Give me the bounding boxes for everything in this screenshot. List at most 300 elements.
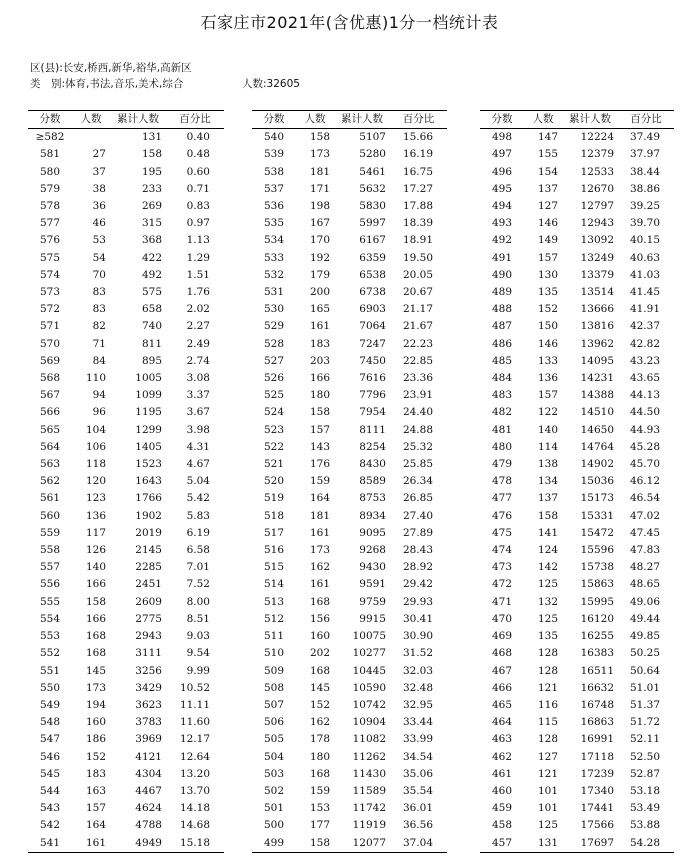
score-cell: 526 <box>263 372 285 385</box>
count-cell: 145 <box>85 664 106 677</box>
score-cell: 537 <box>263 182 285 195</box>
score-cell: 508 <box>263 681 285 694</box>
count-cell: 96 <box>92 406 106 419</box>
table-row <box>28 542 224 559</box>
table-row <box>28 576 224 593</box>
percent-cell: 2.49 <box>186 337 210 350</box>
table-row <box>252 766 447 783</box>
count-cell: 168 <box>85 647 106 660</box>
count-cell: 165 <box>309 303 330 316</box>
percent-cell: 14.68 <box>179 819 210 832</box>
table-row <box>28 835 224 853</box>
count-cell: 183 <box>309 337 330 350</box>
table-row <box>252 404 447 421</box>
cumulative-cell: 2943 <box>135 630 162 643</box>
percent-cell: 29.93 <box>402 595 433 608</box>
count-cell: 173 <box>309 544 330 557</box>
cumulative-cell: 1643 <box>135 475 162 488</box>
table-row <box>28 267 224 284</box>
score-cell: 519 <box>263 492 285 505</box>
score-cell: 514 <box>263 578 285 591</box>
table-header-row <box>252 111 447 129</box>
count-cell: 166 <box>85 578 106 591</box>
score-cell: 503 <box>263 767 285 780</box>
cumulative-cell: 1766 <box>135 492 162 505</box>
percent-cell: 15.18 <box>166 835 224 853</box>
percent-cell: 2.27 <box>186 320 210 333</box>
table-row <box>252 181 447 198</box>
percent-cell: 49.44 <box>629 612 660 625</box>
count-cell: 136 <box>85 509 106 522</box>
percent-cell: 0.71 <box>186 182 210 195</box>
percent-cell: 5.04 <box>186 475 210 488</box>
cumulative-cell: 10445 <box>352 664 386 677</box>
count-cell: 157 <box>537 389 558 402</box>
percent-cell: 0.97 <box>186 217 210 230</box>
total-count: 人数:32605 <box>242 78 300 90</box>
cumulative-cell: 5280 <box>359 148 386 161</box>
percent-cell: 41.91 <box>629 303 660 316</box>
percent-cell: 4.31 <box>186 440 210 453</box>
table-row <box>480 215 674 232</box>
cumulative-cell: 16991 <box>580 733 614 746</box>
cumulative-cell: 16383 <box>580 647 614 660</box>
percent-cell: 36.01 <box>402 802 433 815</box>
cumulative-cell: 1902 <box>135 509 162 522</box>
percent-cell: 1.51 <box>186 268 210 281</box>
district-line: 区(县):长安,桥西,新华,裕华,高新区 <box>30 62 192 74</box>
score-cell: 574 <box>39 268 61 281</box>
score-cell: 475 <box>491 526 513 539</box>
cumulative-cell: 7616 <box>359 372 386 385</box>
percent-cell: 36.56 <box>402 819 433 832</box>
cumulative-cell: 9759 <box>359 595 386 608</box>
score-cell: 558 <box>39 544 61 557</box>
count-cell: 128 <box>537 647 558 660</box>
score-cell: 542 <box>39 819 61 832</box>
count-cell: 180 <box>309 750 330 763</box>
count-cell: 141 <box>537 526 558 539</box>
percent-cell: 31.52 <box>402 647 433 660</box>
table-header-row <box>28 111 224 129</box>
score-cell: 459 <box>491 802 513 815</box>
count-cell: 128 <box>537 664 558 677</box>
table-row <box>28 336 224 353</box>
score-cell: 470 <box>491 612 513 625</box>
count-cell: 132 <box>537 595 558 608</box>
percent-cell: 37.49 <box>629 131 660 144</box>
cumulative-cell: 3623 <box>135 698 162 711</box>
count-cell: 152 <box>85 750 106 763</box>
score-cell: 546 <box>39 750 61 763</box>
percent-cell: 41.45 <box>629 286 660 299</box>
count-cell: 137 <box>537 182 558 195</box>
percent-cell: 30.90 <box>402 630 433 643</box>
cumulative-cell: 7247 <box>359 337 386 350</box>
count-cell: 94 <box>92 389 106 402</box>
count-cell: 162 <box>309 716 330 729</box>
count-cell: 124 <box>537 544 558 557</box>
score-cell: 575 <box>39 251 61 264</box>
count-cell: 178 <box>309 733 330 746</box>
count-cell: 84 <box>92 354 106 367</box>
cumulative-cell: 15738 <box>580 561 614 574</box>
percent-cell: 4.67 <box>186 458 210 471</box>
count-cell: 158 <box>85 595 106 608</box>
percent-cell: 0.60 <box>186 165 210 178</box>
count-cell: 137 <box>537 492 558 505</box>
score-cell: 468 <box>491 647 513 660</box>
cumulative-cell: 11919 <box>352 819 386 832</box>
count-cell: 159 <box>309 784 330 797</box>
percent-cell: 53.18 <box>629 784 660 797</box>
table-row <box>480 749 674 766</box>
count-cell: 158 <box>309 406 330 419</box>
score-cell: 580 <box>39 165 61 178</box>
percent-cell: 22.85 <box>402 354 433 367</box>
count-cell: 150 <box>537 320 558 333</box>
table-row <box>480 232 674 249</box>
percent-cell: 26.34 <box>402 475 433 488</box>
score-cell: 463 <box>491 733 513 746</box>
cumulative-cell: 315 <box>141 217 162 230</box>
score-cell: 512 <box>263 612 285 625</box>
cumulative-cell: 5632 <box>359 182 386 195</box>
count-cell: 192 <box>309 251 330 264</box>
cumulative-cell: 8254 <box>359 440 386 453</box>
table-row <box>28 680 224 697</box>
table-row <box>252 783 447 800</box>
table-row <box>28 766 224 783</box>
score-table-3 <box>480 110 674 853</box>
score-cell: 510 <box>263 647 285 660</box>
cumulative-cell: 4949 <box>110 835 166 853</box>
score-cell: 458 <box>491 819 513 832</box>
cumulative-cell: 4467 <box>135 784 162 797</box>
count-cell: 181 <box>309 509 330 522</box>
count-cell: 200 <box>309 286 330 299</box>
table-row <box>252 525 447 542</box>
count-cell: 101 <box>537 802 558 815</box>
table-row <box>252 542 447 559</box>
percent-cell: 18.91 <box>402 234 433 247</box>
table-row <box>28 387 224 404</box>
table-row <box>28 714 224 731</box>
score-cell: 525 <box>263 389 285 402</box>
cumulative-cell: 12797 <box>580 200 614 213</box>
table-row <box>252 250 447 267</box>
cumulative-cell: 1523 <box>135 458 162 471</box>
percent-cell: 30.41 <box>402 612 433 625</box>
header-score: 分数 <box>480 111 524 129</box>
cumulative-cell: 14510 <box>580 406 614 419</box>
cumulative-cell: 6738 <box>359 286 386 299</box>
score-cell: 551 <box>39 664 61 677</box>
cumulative-cell: 575 <box>141 286 162 299</box>
table-row <box>252 284 447 301</box>
category-line: 类 别:体育,书法,音乐,美术,综合 <box>30 78 184 90</box>
percent-cell: 32.48 <box>402 681 433 694</box>
table-row <box>252 680 447 697</box>
score-cell: 499 <box>252 835 296 853</box>
header-cumulative: 累计人数 <box>562 111 618 129</box>
score-cell: 560 <box>39 509 61 522</box>
percent-cell: 33.44 <box>402 716 433 729</box>
percent-cell: 24.88 <box>402 423 433 436</box>
cumulative-cell: 8111 <box>359 423 386 436</box>
cumulative-cell: 2019 <box>135 526 162 539</box>
table-row <box>252 559 447 576</box>
table-row <box>28 250 224 267</box>
count-cell: 71 <box>92 337 106 350</box>
score-cell: 488 <box>491 303 513 316</box>
score-table-1 <box>28 110 224 853</box>
table-row <box>480 387 674 404</box>
cumulative-cell: 3256 <box>135 664 162 677</box>
count-cell: 106 <box>85 440 106 453</box>
score-cell: 550 <box>39 681 61 694</box>
count-cell: 54 <box>92 251 106 264</box>
table-row <box>252 594 447 611</box>
cumulative-cell: 10742 <box>352 698 386 711</box>
percent-cell: 20.05 <box>402 268 433 281</box>
table-row <box>28 645 224 662</box>
table-row <box>28 800 224 817</box>
table-row <box>480 783 674 800</box>
count-cell: 37 <box>92 165 106 178</box>
score-cell: 522 <box>263 440 285 453</box>
cumulative-cell: 6538 <box>359 268 386 281</box>
score-cell: 528 <box>263 337 285 350</box>
count-cell: 101 <box>537 784 558 797</box>
table-row <box>480 181 674 198</box>
score-cell: 498 <box>491 131 513 144</box>
table-row <box>480 559 674 576</box>
table-row <box>28 731 224 748</box>
score-cell: 552 <box>39 647 61 660</box>
table-row <box>252 628 447 645</box>
percent-cell: 47.02 <box>629 509 660 522</box>
count-cell: 167 <box>309 217 330 230</box>
percent-cell: 48.65 <box>629 578 660 591</box>
percent-cell: 3.08 <box>186 372 210 385</box>
score-cell: 466 <box>491 681 513 694</box>
table-row <box>28 404 224 421</box>
count-cell: 104 <box>85 423 106 436</box>
percent-cell: 40.15 <box>629 234 660 247</box>
header-percent: 百分比 <box>166 111 224 129</box>
percent-cell: 17.27 <box>402 182 433 195</box>
score-cell: 531 <box>263 286 285 299</box>
count-cell: 164 <box>309 492 330 505</box>
count-cell: 194 <box>85 698 106 711</box>
cumulative-cell: 2609 <box>135 595 162 608</box>
header-count: 人数 <box>72 111 110 129</box>
score-cell: 487 <box>491 320 513 333</box>
percent-cell: 38.86 <box>629 182 660 195</box>
count-cell: 121 <box>537 767 558 780</box>
score-cell: 521 <box>263 458 285 471</box>
score-cell: 484 <box>491 372 513 385</box>
count-cell: 134 <box>537 475 558 488</box>
percent-cell: 35.54 <box>402 784 433 797</box>
table-row <box>252 800 447 817</box>
percent-cell: 27.89 <box>402 526 433 539</box>
percent-cell: 11.11 <box>179 698 210 711</box>
count-cell: 179 <box>309 268 330 281</box>
cumulative-cell: 16511 <box>580 664 614 677</box>
score-cell: 477 <box>491 492 513 505</box>
table-row <box>480 766 674 783</box>
cumulative-cell: 4624 <box>135 802 162 815</box>
table-row <box>480 301 674 318</box>
table-row <box>480 490 674 507</box>
table-row <box>28 146 224 163</box>
count-cell: 168 <box>85 630 106 643</box>
percent-cell: 0.48 <box>186 148 210 161</box>
table-row <box>252 697 447 714</box>
count-cell: 135 <box>537 630 558 643</box>
table-row <box>480 250 674 267</box>
count-cell: 147 <box>537 131 558 144</box>
table-row <box>28 232 224 249</box>
cumulative-cell: 15596 <box>580 544 614 557</box>
percent-cell: 45.70 <box>629 458 660 471</box>
cumulative-cell: 368 <box>141 234 162 247</box>
cumulative-cell: 7064 <box>359 320 386 333</box>
count-cell: 171 <box>309 182 330 195</box>
score-cell: 474 <box>491 544 513 557</box>
percent-cell: 39.70 <box>629 217 660 230</box>
percent-cell: 15.66 <box>402 131 433 144</box>
percent-cell: 38.44 <box>629 165 660 178</box>
count-cell: 149 <box>537 234 558 247</box>
table-row <box>252 439 447 456</box>
score-cell: 504 <box>263 750 285 763</box>
score-cell: 534 <box>263 234 285 247</box>
count-cell: 181 <box>309 165 330 178</box>
count-cell: 136 <box>537 372 558 385</box>
percent-cell: 43.23 <box>629 354 660 367</box>
count-cell: 160 <box>309 630 330 643</box>
score-cell: 578 <box>39 200 61 213</box>
cumulative-cell: 7954 <box>359 406 386 419</box>
percent-cell: 52.87 <box>629 767 660 780</box>
cumulative-cell: 15331 <box>580 509 614 522</box>
table-row <box>480 422 674 439</box>
count-cell: 116 <box>537 698 558 711</box>
cumulative-cell: 16632 <box>580 681 614 694</box>
count-cell: 177 <box>309 819 330 832</box>
count-cell: 117 <box>85 526 106 539</box>
score-cell: 554 <box>39 612 61 625</box>
cumulative-cell: 1299 <box>135 423 162 436</box>
cumulative-cell: 3111 <box>135 647 162 660</box>
count-cell: 153 <box>309 802 330 815</box>
percent-cell: 42.37 <box>629 320 660 333</box>
table-row <box>28 817 224 834</box>
cumulative-cell: 14388 <box>580 389 614 402</box>
percent-cell: 41.03 <box>629 268 660 281</box>
score-cell: 561 <box>39 492 61 505</box>
percent-cell: 53.49 <box>629 802 660 815</box>
table-row <box>252 749 447 766</box>
cumulative-cell: 14095 <box>580 354 614 367</box>
table-row <box>28 559 224 576</box>
percent-cell: 8.51 <box>186 612 210 625</box>
percent-cell: 16.75 <box>402 165 433 178</box>
score-cell: 483 <box>491 389 513 402</box>
count-cell: 202 <box>309 647 330 660</box>
score-cell: 518 <box>263 509 285 522</box>
percent-cell: 35.06 <box>402 767 433 780</box>
percent-cell: 10.52 <box>179 681 210 694</box>
table-row <box>252 129 447 147</box>
cumulative-cell: 5461 <box>359 165 386 178</box>
table-row <box>252 611 447 628</box>
count-cell: 183 <box>85 767 106 780</box>
table-row <box>28 490 224 507</box>
score-cell: 517 <box>263 526 285 539</box>
count-cell: 135 <box>537 286 558 299</box>
count-cell: 123 <box>85 492 106 505</box>
count-cell: 164 <box>85 819 106 832</box>
table-row <box>480 576 674 593</box>
count-cell: 159 <box>309 475 330 488</box>
table-row <box>480 680 674 697</box>
count-cell: 27 <box>92 148 106 161</box>
cumulative-cell: 10075 <box>352 630 386 643</box>
count-cell: 152 <box>309 698 330 711</box>
table-row <box>28 318 224 335</box>
percent-cell: 23.91 <box>402 389 433 402</box>
table-row <box>480 439 674 456</box>
percent-cell: 40.63 <box>629 251 660 264</box>
score-cell: 460 <box>491 784 513 797</box>
count-cell: 127 <box>537 200 558 213</box>
cumulative-cell: 11262 <box>352 750 386 763</box>
cumulative-cell: 12943 <box>580 217 614 230</box>
table-row <box>252 301 447 318</box>
score-cell: 493 <box>491 217 513 230</box>
table-row <box>480 353 674 370</box>
table-row <box>252 164 447 181</box>
score-cell: 573 <box>39 286 61 299</box>
count-cell: 152 <box>537 303 558 316</box>
cumulative-cell: 4304 <box>135 767 162 780</box>
table-row <box>480 318 674 335</box>
table-row <box>252 508 447 525</box>
table-row <box>252 731 447 748</box>
table-row <box>252 387 447 404</box>
count-cell: 140 <box>537 423 558 436</box>
percent-cell: 45.28 <box>629 440 660 453</box>
cumulative-cell: 14650 <box>580 423 614 436</box>
count-cell: 38 <box>92 182 106 195</box>
score-cell: 506 <box>263 716 285 729</box>
score-cell: 563 <box>39 458 61 471</box>
count-cell: 128 <box>537 733 558 746</box>
cumulative-cell: 17566 <box>580 819 614 832</box>
score-cell: 469 <box>491 630 513 643</box>
cumulative-cell: 15863 <box>580 578 614 591</box>
table-row <box>28 422 224 439</box>
score-cell: 496 <box>491 165 513 178</box>
score-cell: 570 <box>39 337 61 350</box>
percent-cell: 44.93 <box>629 423 660 436</box>
table-row <box>252 146 447 163</box>
count-cell: 162 <box>309 561 330 574</box>
